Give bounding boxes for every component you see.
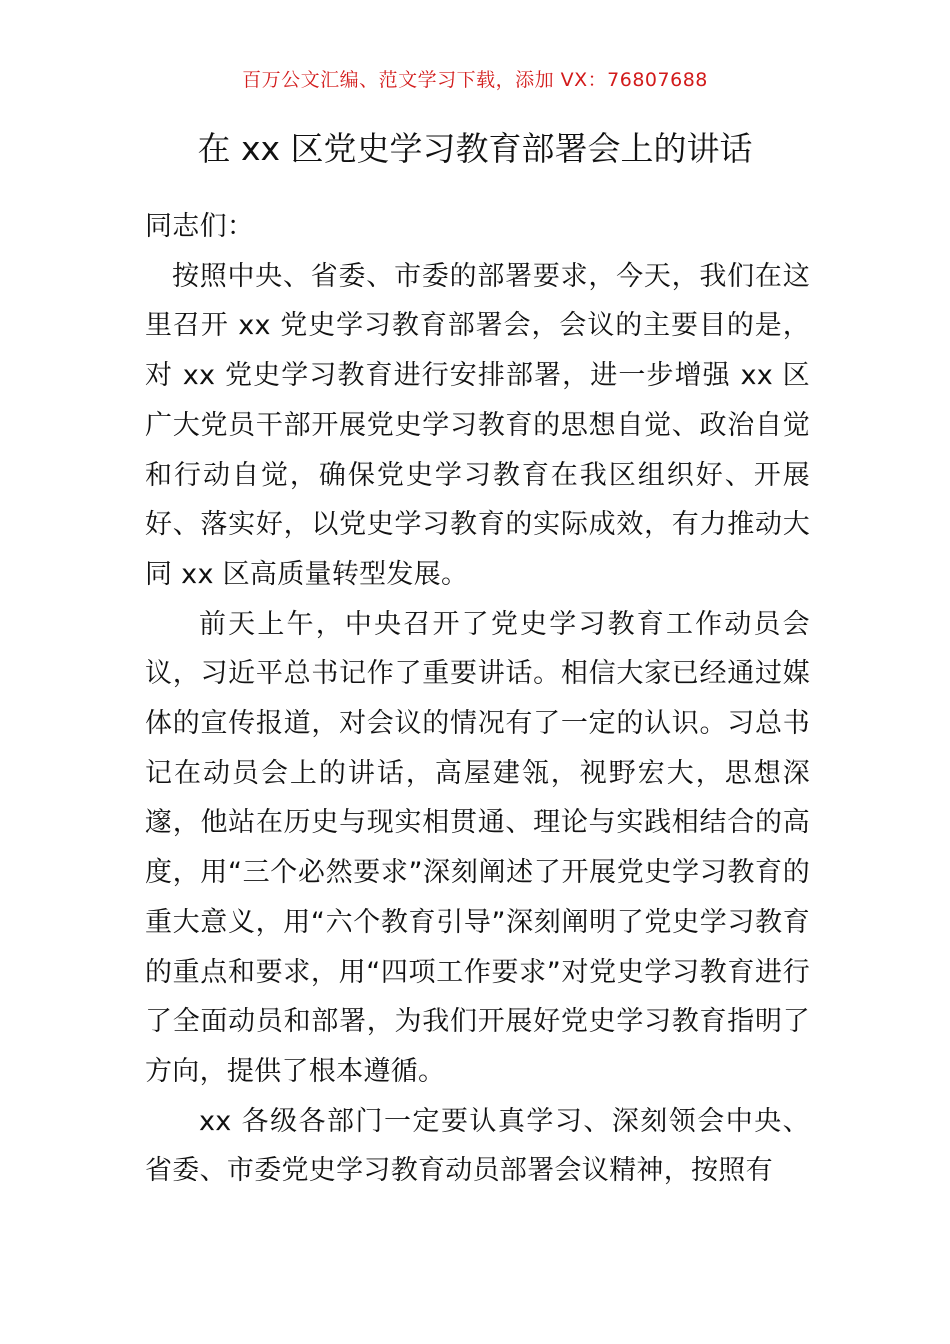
document-body [145,202,810,1196]
salutation: 同志们： [145,211,255,242]
paragraph-1: 按照中央、省委、市委的部署要求，今天，我们在这里召开 xx 党史学习教育部署会，会议的主要目的是，对 xx 党史学习教育进行安排部署，进一步增强 xx 区广大党员干部开展党史学习教育的思想自觉、政治自觉和行动自觉，确保党史学习教育在我区组织好、开展好、落实好，以党史学习教育的实际成效，有力推动大同 xx 区高质量转型发展。 [145,260,810,590]
header-note: 百万公文汇编、范文学习下载，添加 VX：76807688 [242,69,708,91]
paragraph-2: 前天上午，中央召开了党史学习教育工作动员会议，习近平总书记作了重要讲话。相信大家已经通过媒体的宣传报道，对会议的情况有了一定的认识。习总书记在动员会上的讲话，高屋建瓴，视野宏大，思想深邃，他站在历史与现实相贯通、理论与实践相结合的高度，用“三个必然要求”深刻阐述了开展党史学习教育的重大意义，用“六个教育引导”深刻阐明了党史学习教育的重点和要求，用“四项工作要求”对党史学习教育进行了全面动员和部署，为我们开展好党史学习教育指明了方向，提供了根本遵循。 [145,608,810,1087]
paragraph-3: xx 各级各部门一定要认真学习、深刻领会中央、省委、市委党史学习教育动员部署会议精神，按照有 [145,1105,810,1187]
document-title: 在 xx 区党史学习教育部署会上的讲话 [197,129,753,168]
